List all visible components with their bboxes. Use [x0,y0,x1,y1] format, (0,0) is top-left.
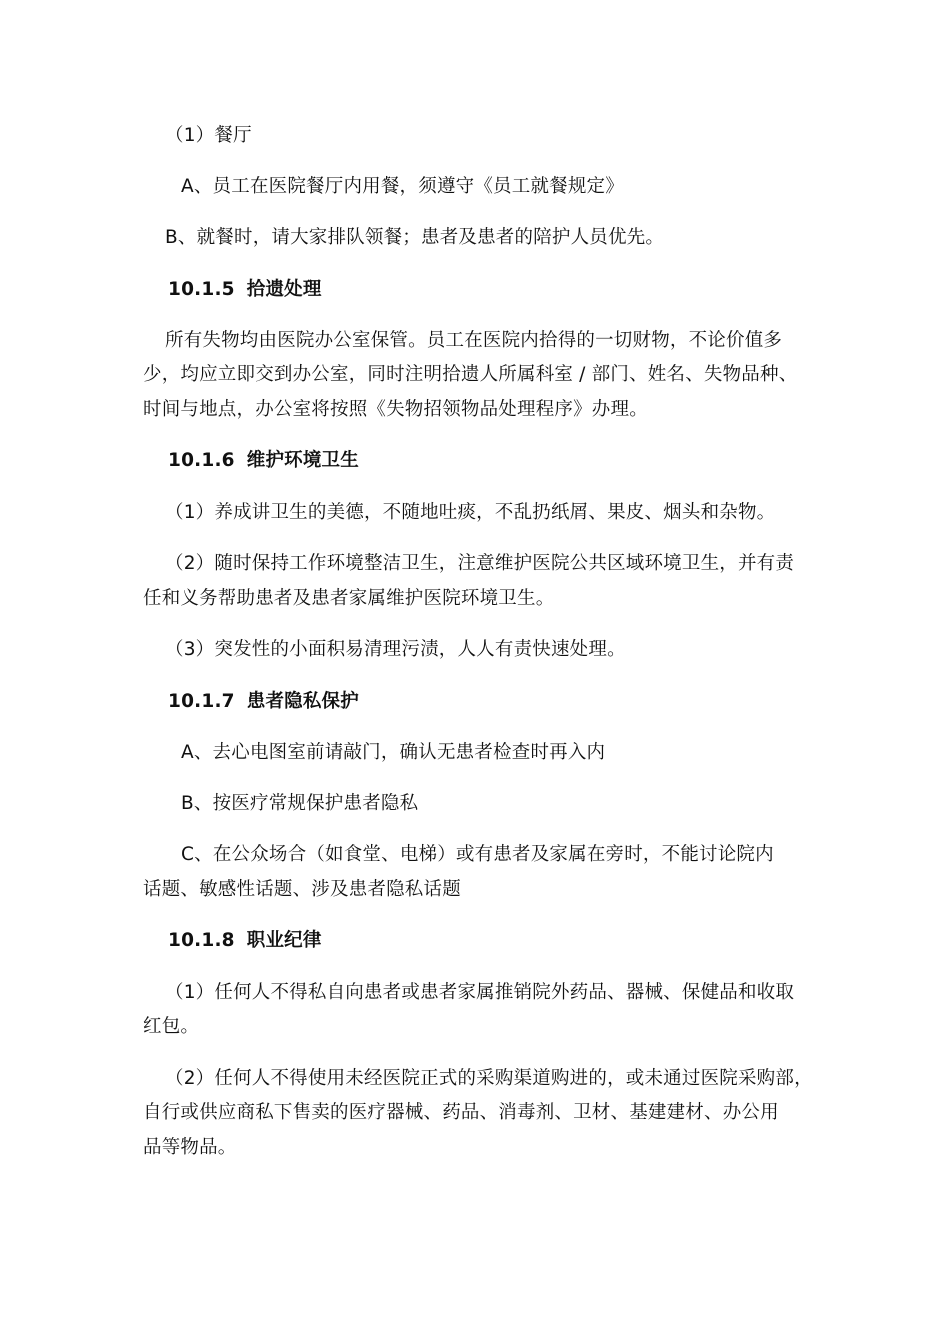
section-title: 患者隐私保护 [246,691,359,712]
section-title: 拾遗处理 [246,279,322,300]
text-line: （1）养成讲卫生的美德，不随地吐痰，不乱扔纸屑、果皮、烟头和杂物。 [165,502,776,523]
text-line: 任和义务帮助患者及患者家属维护医院环境卫生。 [143,588,555,609]
section-heading [168,273,322,307]
text-line: 自行或供应商私下售卖的医疗器械、药品、消毒剂、卫材、基建建材、办公用 [143,1102,779,1123]
text-line: 所有失物均由医院办公室保管。员工在医院内拾得的一切财物，不论价值多 [165,330,783,351]
text-line: 话题、敏感性话题、涉及患者隐私话题 [143,879,461,900]
text-line: 少，均应立即交到办公室，同时注明拾遗人所属科室 / 部门、姓名、失物品种、 [143,364,798,385]
text-line: A、去心电图室前请敲门，确认无患者检查时再入内 [181,742,606,763]
section-number: 10.1.5 [168,279,235,300]
text-line: （2）任何人不得使用未经医院正式的采购渠道购进的，或未通过医院采购部， [165,1068,813,1089]
text-line: B、就餐时，请大家排队领餐；患者及患者的陪护人员优先。 [165,227,665,248]
text-line: 红包。 [143,1016,200,1037]
section-title: 维护环境卫生 [246,450,359,471]
section-number: 10.1.6 [168,450,235,471]
text-line: （1）任何人不得私自向患者或患者家属推销院外药品、器械、保健品和收取 [165,982,795,1003]
text-line: A、员工在医院餐厅内用餐，须遵守《员工就餐规定》 [181,176,624,197]
section-heading [168,444,359,478]
text-line: （2）随时保持工作环境整洁卫生，注意维护医院公共区域环境卫生，并有责 [165,553,795,574]
section-title: 职业纪律 [246,930,322,951]
section-heading [168,685,359,719]
text-line: 时间与地点，办公室将按照《失物招领物品处理程序》办理。 [143,399,648,420]
text-line: （1）餐厅 [165,125,252,146]
text-line: （3）突发性的小面积易清理污渍，人人有责快速处理。 [165,639,626,660]
section-number: 10.1.8 [168,930,235,951]
text-line: B、按医疗常规保护患者隐私 [181,793,419,814]
section-heading [168,924,322,958]
section-number: 10.1.7 [168,691,235,712]
text-line: 品等物品。 [143,1137,237,1158]
text-line: C、在公众场合（如食堂、电梯）或有患者及家属在旁时，不能讨论院内 [181,844,774,865]
